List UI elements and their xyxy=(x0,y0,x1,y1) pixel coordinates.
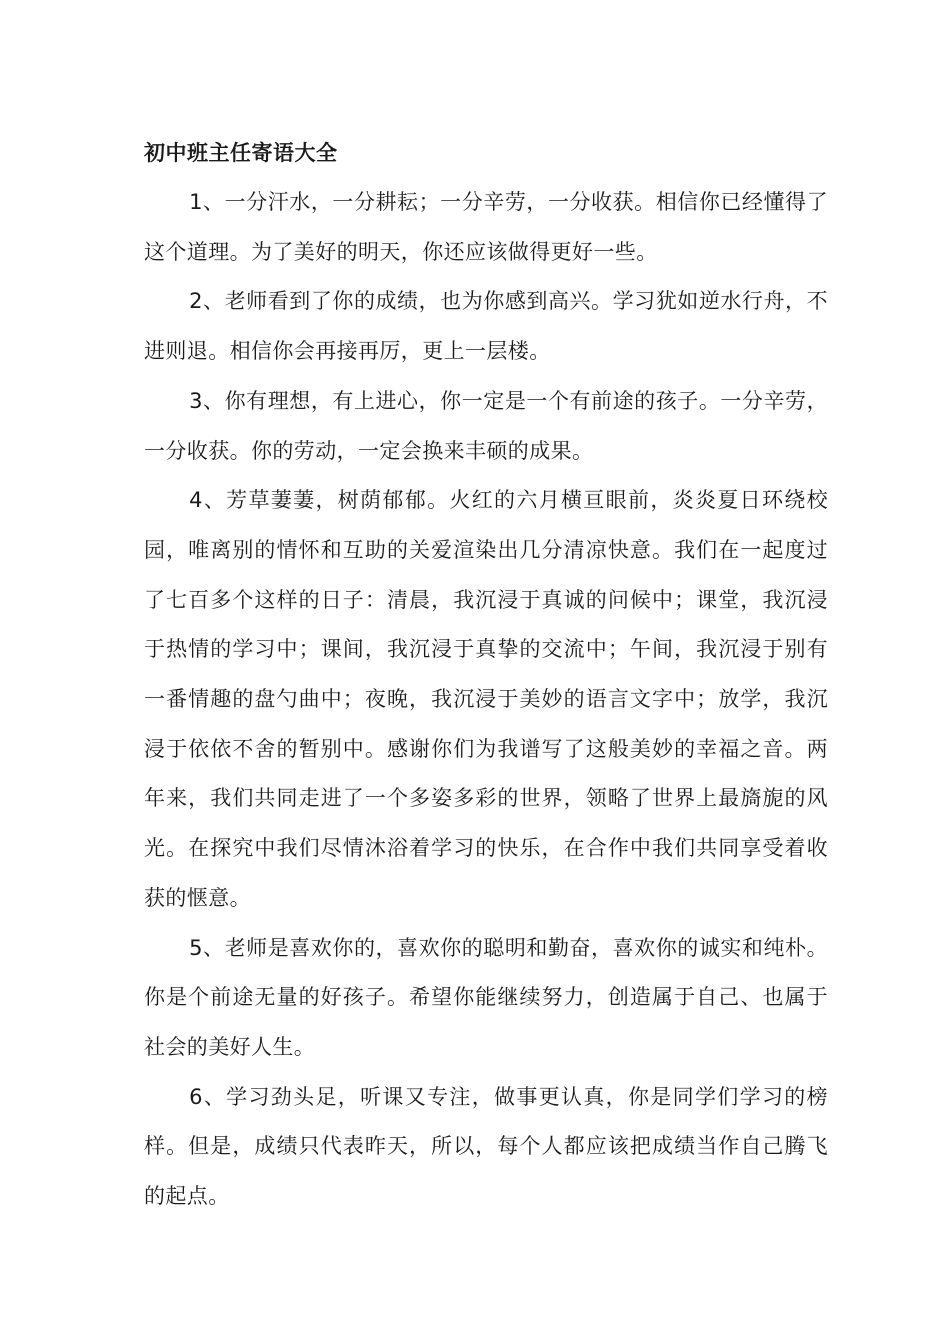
document-title: 初中班主任寄语大全 xyxy=(144,141,338,165)
paragraph-3: 3、你有理想，有上进心，你一定是一个有前途的孩子。一分辛劳，一分收获。你的劳动，一定会换来丰硕的成果。 xyxy=(144,388,828,463)
paragraph-6: 6、学习劲头足，听课又专注，做事更认真，你是同学们学习的榜样。但是，成绩只代表昨天，所以，每个人都应该把成绩当作自己腾飞的起点。 xyxy=(144,1084,828,1209)
paragraph-2: 2、老师看到了你的成绩，也为你感到高兴。学习犹如逆水行舟，不进则退。相信你会再接再厉，更上一层楼。 xyxy=(144,289,828,364)
paragraph-1: 1、一分汗水，一分耕耘；一分辛劳，一分收获。相信你已经懂得了这个道理。为了美好的明天，你还应该做得更好一些。 xyxy=(144,190,828,264)
paragraph-4: 4、芳草萋萋，树荫郁郁。火红的六月横亘眼前，炎炎夏日环绕校园，唯离别的情怀和互助的关爱渲染出几分清凉快意。我们在一起度过了七百多个这样的日子：清晨，我沉浸于真诚的问候中；课堂，我沉浸于热情的学习中；课间，我沉浸于真挚的交流中；午间，我沉浸于别有一番情趣的盘勺曲中；夜晚，我沉浸于美妙的语言文字中；放学，我沉浸于依依不舍的暂别中。感谢你们为我谱写了这般美妙的幸福之音。两年来，我们共同走进了一个多姿多彩的世界，领略了世界上最旖旎的风光。在探究中我们尽情沐浴着学习的快乐，在合作中我们共同享受着收获的惬意。 xyxy=(144,488,828,910)
paragraph-5: 5、老师是喜欢你的，喜欢你的聪明和勤奋，喜欢你的诚实和纯朴。你是个前途无量的好孩子。希望你能继续努力，创造属于自己、也属于社会的美好人生。 xyxy=(144,935,828,1059)
document-body xyxy=(144,128,828,1222)
